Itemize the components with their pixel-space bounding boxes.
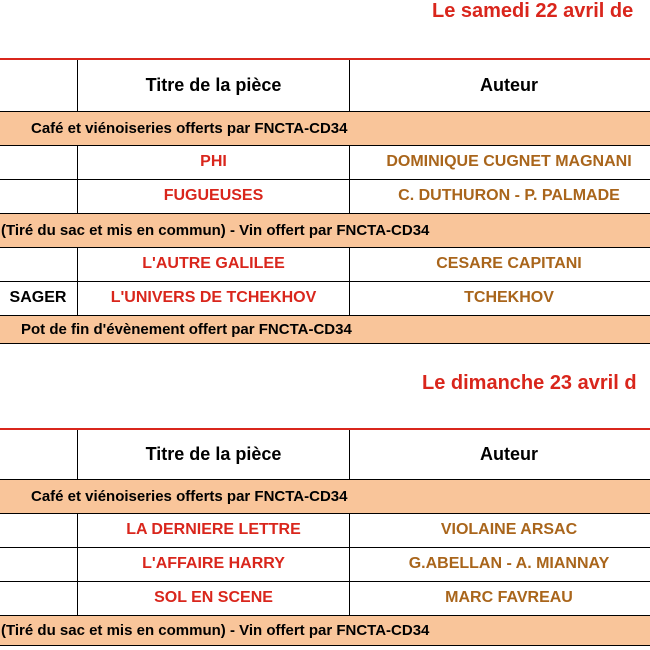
play-title: FUGUEUSES xyxy=(78,179,350,213)
play-left-cell xyxy=(0,145,78,179)
play-author: DOMINIQUE CUGNET MAGNANI xyxy=(350,145,650,179)
play-row xyxy=(0,247,650,281)
play-row xyxy=(0,581,650,615)
day-title-sunday: Le dimanche 23 avril d xyxy=(422,372,637,394)
header-author-cell: Auteur xyxy=(350,429,650,479)
header-author-cell: Auteur xyxy=(350,59,650,111)
play-row xyxy=(0,179,650,213)
schedule-table-sunday xyxy=(0,428,650,646)
play-author: CESARE CAPITANI xyxy=(350,247,650,281)
play-title: PHI xyxy=(78,145,350,179)
header-title-cell: Titre de la pièce xyxy=(78,59,350,111)
play-title: L'AUTRE GALILEE xyxy=(78,247,350,281)
play-title: SOL EN SCENE xyxy=(78,581,350,615)
play-author: VIOLAINE ARSAC xyxy=(350,513,650,547)
header-row xyxy=(0,59,650,111)
band-text: (Tiré du sac et mis en commun) - Vin offert par FNCTA-CD34 xyxy=(0,213,650,247)
band-row xyxy=(0,479,650,513)
play-left-cell xyxy=(0,581,78,615)
play-row xyxy=(0,145,650,179)
band-text: Pot de fin d'évènement offert par FNCTA-CD34 xyxy=(0,315,650,343)
header-title-cell: Titre de la pièce xyxy=(78,429,350,479)
play-left-cell xyxy=(0,513,78,547)
play-left-cell xyxy=(0,547,78,581)
play-title: L'UNIVERS DE TCHEKHOV xyxy=(78,281,350,315)
play-row xyxy=(0,281,650,315)
band-text: Café et viénoiseries offerts par FNCTA-CD34 xyxy=(0,111,650,145)
schedule-table-saturday xyxy=(0,58,650,344)
header-left-cell xyxy=(0,429,78,479)
band-row xyxy=(0,315,650,343)
band-row xyxy=(0,111,650,145)
header-row xyxy=(0,429,650,479)
play-left-cell: SAGER xyxy=(0,281,78,315)
band-row xyxy=(0,615,650,645)
band-row xyxy=(0,213,650,247)
band-text: (Tiré du sac et mis en commun) - Vin offert par FNCTA-CD34 xyxy=(0,615,650,645)
header-left-cell xyxy=(0,59,78,111)
play-left-cell xyxy=(0,247,78,281)
play-left-cell xyxy=(0,179,78,213)
play-title: LA DERNIERE LETTRE xyxy=(78,513,350,547)
play-row xyxy=(0,547,650,581)
play-author: C. DUTHURON - P. PALMADE xyxy=(350,179,650,213)
play-row xyxy=(0,513,650,547)
play-author: MARC FAVREAU xyxy=(350,581,650,615)
play-author: G.ABELLAN - A. MIANNAY xyxy=(350,547,650,581)
band-text: Café et viénoiseries offerts par FNCTA-CD34 xyxy=(0,479,650,513)
play-author: TCHEKHOV xyxy=(350,281,650,315)
day-title-saturday: Le samedi 22 avril de xyxy=(432,0,634,22)
play-title: L'AFFAIRE HARRY xyxy=(78,547,350,581)
